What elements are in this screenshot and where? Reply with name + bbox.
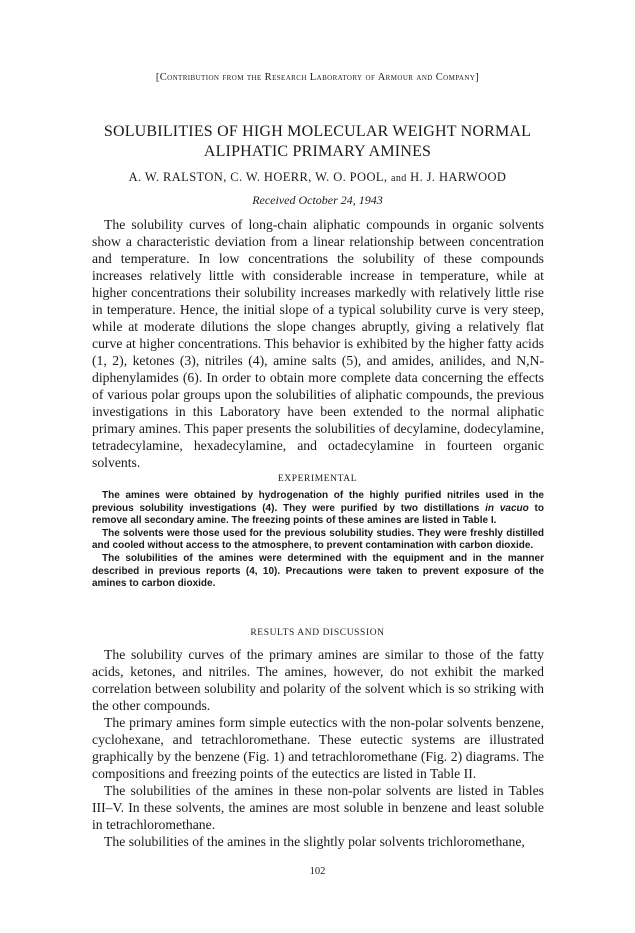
author-names-2: H. J. HARWOOD	[410, 170, 507, 184]
author-and: and	[391, 173, 407, 184]
experimental-paragraph-1	[92, 490, 544, 528]
results-paragraph-1: The solubility curves of the primary amines are similar to those of the fatty acids, ketones, and nitriles. The amines, however, do not exhibit the marked correlation between solubility and polarity of the solvent which is so striking with the other compounds.	[92, 647, 544, 713]
experimental-p1-b: to remove all secondary amine. The freezing points of these amines are listed in Table I.	[92, 502, 544, 527]
author-line	[0, 170, 635, 185]
intro-paragraph: The solubility curves of long-chain aliphatic compounds in organic solvents show a characteristic deviation from a linear relationship between concentration and temperature. In low concentrations the solubility of these compounds increases relatively little with considerable increase in temperature, while at higher concentrations their solubility increases markedly with relatively little rise in temperature. Hence, the initial slope of a typical solubility curve is very steep, while at moderate dilutions the slope changes abruptly, giving a relatively flat curve at higher concentrations. This behavior is exhibited by the higher fatty acids (1, 2), ketones (3), nitriles (4), amine salts (5), and amides, anilides, and N,N-diphenylamides (6). In order to obtain more complete data concerning the effects of various polar groups upon the solubilities of aliphatic compounds, the previous investigations in this Laboratory have been extended to the normal aliphatic primary amines. This paper presents the solubilities of decylamine, dodecylamine, tetradecylamine, hexadecylamine, and octadecylamine in fourteen organic solvents.	[92, 217, 544, 470]
results-paragraph-4: The solubilities of the amines in the slightly polar solvents trichloromethane,	[104, 834, 525, 849]
paper-title: SOLUBILITIES OF HIGH MOLECULAR WEIGHT NORMAL ALIPHATIC PRIMARY AMINES	[103, 123, 532, 160]
intro-section	[92, 216, 544, 471]
experimental-heading: EXPERIMENTAL	[277, 474, 358, 484]
experimental-paragraph-2: The solvents were those used for the previous solubility studies. They were freshly distilled and cooled without access to the atmosphere, to prevent contamination with carbon dioxide.	[92, 527, 544, 552]
experimental-p1-italic: in vacuo	[485, 502, 529, 514]
results-paragraph-2: The primary amines form simple eutectics with the non-polar solvents benzene, cyclohexane, and tetrachloromethane. These eutectic systems are illustrated graphically by the benzene (Fig. 1) and tetrachloromethane (Fig. 2) diagrams. The compositions and freezing points of the eutectics are listed in Table II.	[92, 715, 544, 781]
experimental-p1-a: The amines were obtained by hydrogenation of the highly purified nitriles used in the previous solubility investigations (4). They were purified by two distillations	[92, 490, 544, 514]
experimental-section	[92, 490, 544, 591]
received-date: Received October 24, 1943	[252, 193, 383, 207]
results-section	[92, 646, 544, 850]
author-names-1: A. W. RALSTON, C. W. HOERR, W. O. POOL,	[128, 170, 388, 184]
results-paragraph-3: The solubilities of the amines in these non-polar solvents are listed in Tables III–V. In these solvents, the amines are most soluble in benzene and least soluble in tetrachloromethane.	[92, 783, 544, 832]
page-number: 102	[309, 866, 326, 877]
experimental-paragraph-3: The solubilities of the amines were determined with the equipment and in the manner described in previous reports (4, 10). Precautions were taken to prevent exposure of the amines to carbon dioxide.	[92, 552, 544, 590]
results-heading: RESULTS AND DISCUSSION	[250, 628, 385, 638]
contribution-header: [Contribution from the Research Laboratory of Armour and Company]	[155, 72, 480, 83]
